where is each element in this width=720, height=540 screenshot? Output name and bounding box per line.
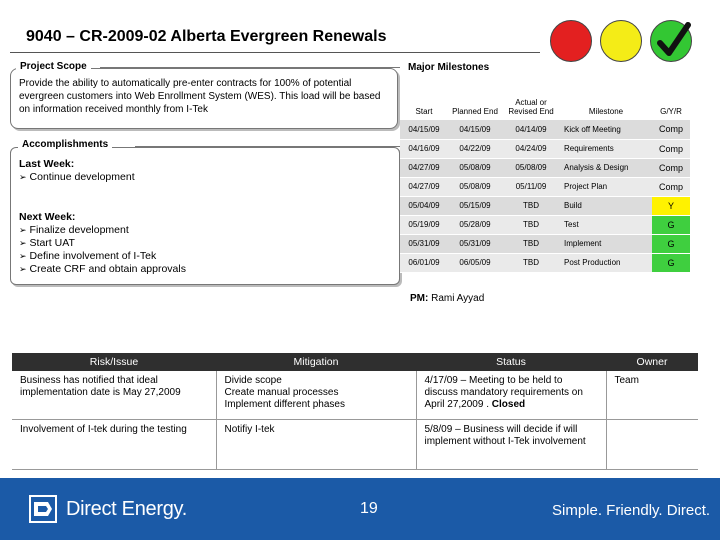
red-light-icon (550, 20, 592, 62)
pm-name: Rami Ayyad (431, 293, 485, 304)
accomplishments-label-rule (135, 146, 400, 147)
direct-energy-logo-icon (28, 494, 58, 524)
col-owner: Owner (606, 353, 698, 371)
list-item: ➢ Start UAT (19, 237, 75, 249)
last-week-heading: Last Week: (19, 158, 75, 170)
table-row: 04/15/09 04/15/09 04/14/09 Kick off Meeting Comp (400, 120, 690, 139)
col-planned-end: Planned End (452, 107, 498, 116)
status-badge: Y (652, 196, 690, 215)
col-gyr: G/Y/R (660, 107, 682, 116)
table-row: 04/27/09 05/08/09 05/08/09 Analysis & Design Comp (400, 158, 690, 177)
green-light-icon (650, 20, 692, 62)
status-badge: G (652, 215, 690, 234)
status-badge: Comp (652, 120, 690, 139)
status-badge: Comp (652, 158, 690, 177)
title-divider (10, 52, 540, 53)
pm-label: PM: (410, 293, 429, 304)
milestones-title: Major Milestones (408, 62, 490, 73)
col-mitigation: Mitigation (216, 353, 416, 371)
col-actual-end: Actual or Revised End (508, 98, 554, 116)
status-badge: Comp (652, 139, 690, 158)
status-badge: Comp (652, 177, 690, 196)
project-manager (410, 293, 484, 304)
page-number: 19 (360, 500, 378, 517)
arrow-bullet-icon: ➢ (19, 238, 27, 248)
status-badge: Closed (491, 399, 526, 410)
col-risk: Risk/Issue (12, 353, 216, 371)
list-item: ➢ Create CRF and obtain approvals (19, 263, 186, 275)
risk-table (12, 353, 698, 470)
arrow-bullet-icon: ➢ (19, 225, 27, 235)
project-scope-text: Provide the ability to automatically pre-enter contracts for 100% of potential evergreen customers into Web Enrollment System (WES). This load will be based on information received monthly from I-Tek (19, 78, 381, 115)
status-lights (548, 16, 696, 66)
last-week-section (19, 158, 135, 184)
arrow-bullet-icon: ➢ (19, 251, 27, 261)
accomplishments-label: Accomplishments (18, 139, 112, 150)
footer-bar (0, 478, 720, 540)
scope-label-rule (100, 67, 400, 68)
list-item: ➢ Continue development (19, 171, 135, 183)
project-scope-label: Project Scope (16, 61, 91, 72)
page-title: 9040 – CR-2009-02 Alberta Evergreen Renewals (26, 28, 387, 45)
list-item: ➢ Define involvement of I-Tek (19, 250, 157, 262)
arrow-bullet-icon: ➢ (19, 172, 27, 182)
next-week-section (19, 211, 186, 276)
table-row: 05/31/09 05/31/09 TBD Implement G (400, 234, 690, 253)
table-row: 04/27/09 05/08/09 05/11/09 Project Plan Comp (400, 177, 690, 196)
arrow-bullet-icon: ➢ (19, 264, 27, 274)
company-name: Direct Energy. (66, 498, 188, 520)
milestones-table (400, 84, 690, 273)
table-row: 06/01/09 06/05/09 TBD Post Production G (400, 253, 690, 272)
col-milestone: Milestone (588, 107, 624, 116)
yellow-light-icon (600, 20, 642, 62)
table-row: Business has notified that ideal implementation date is May 27,2009 Divide scope Create manual processes Implement different phases 4/17/09 – Meeting to be held to discuss mandatory requirements on April 27,2009 . Closed Team (12, 371, 698, 419)
list-item: ➢ Finalize development (19, 224, 129, 236)
col-start: Start (415, 107, 433, 116)
accomplishments-box (10, 147, 400, 285)
checkmark-icon (651, 21, 693, 63)
tagline: Simple. Friendly. Direct. (552, 502, 711, 519)
status-badge: G (652, 234, 690, 253)
table-row: Involvement of I-tek during the testing Notifiy I-tek 5/8/09 – Business will decide if will implement without I-Tek involvement (12, 419, 698, 469)
table-row: 04/16/09 04/22/09 04/24/09 Requirements Comp (400, 139, 690, 158)
status-badge: G (652, 253, 690, 272)
project-scope-box (10, 68, 398, 129)
table-row: 05/04/09 05/15/09 TBD Build Y (400, 196, 690, 215)
col-status: Status (416, 353, 606, 371)
table-row: 05/19/09 05/28/09 TBD Test G (400, 215, 690, 234)
next-week-heading: Next Week: (19, 211, 76, 223)
